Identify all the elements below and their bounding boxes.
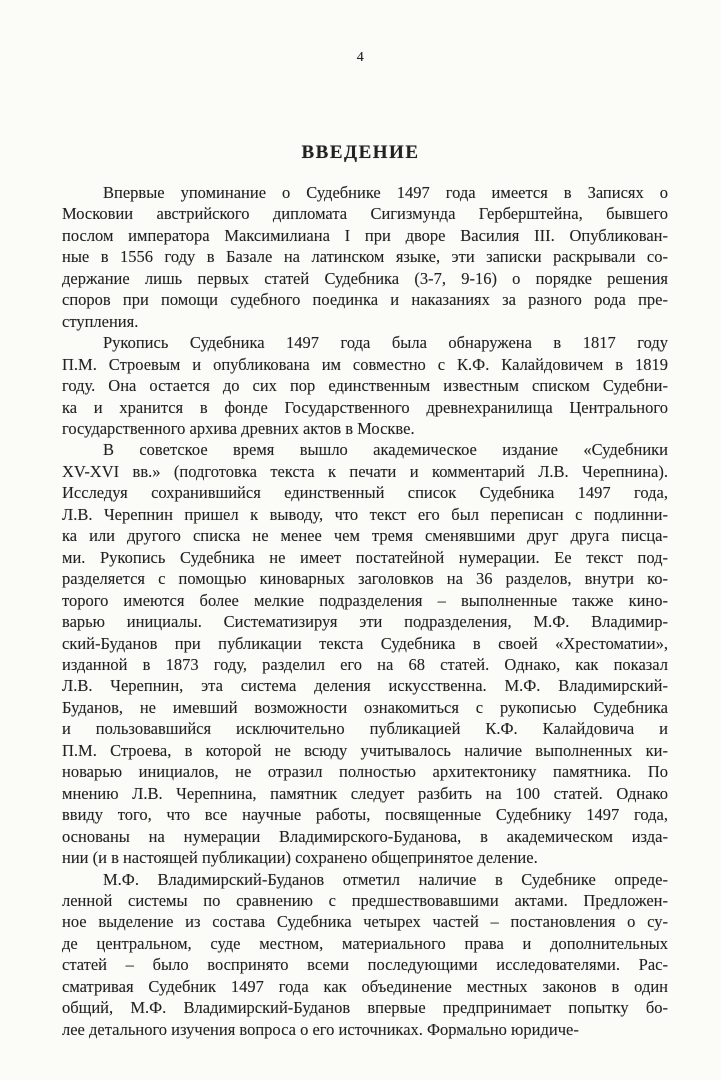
text-line: общий, М.Ф. Владимирский-Буданов впервые предпринимает попытку бо- (62, 998, 668, 1018)
text-line: варью инициалы. Систематизируя эти подразделения, М.Ф. Владимир- (62, 612, 668, 632)
text-line: споров при помощи судебного поединка и наказаниях за разного рода пре- (62, 290, 668, 310)
text-line: XV-XVI вв.» (подготовка текста к печати и комментарий Л.В. Черепнина). (62, 461, 668, 481)
text-line: ка и хранится в фонде Государственного древнехранилища Центрального (62, 397, 668, 417)
text-line: ка или другого списка не менее чем тремя сменявшими друг друга писца- (62, 526, 668, 546)
page-number: 4 (356, 50, 365, 65)
text-line: послом императора Максимилиана I при дворе Василия III. Опубликован- (62, 225, 668, 245)
text-line: Московии австрийского дипломата Сигизмунда Герберштейна, бывшего (62, 204, 668, 224)
text-line: лее детального изучения вопроса о его источниках. Формально юридиче- (62, 1019, 579, 1039)
paragraph (62, 869, 668, 1041)
paragraph (62, 439, 668, 868)
text-line: сматривая Судебник 1497 года как объединение местных законов в один (62, 976, 668, 996)
text-line: году. Она остается до сих пор единственным известным списком Судебни- (62, 376, 668, 396)
text-line: Л.В. Черепнин, эта система деления искусственна. М.Ф. Владимирский- (62, 676, 668, 696)
text-line: П.М. Строевым и опубликована им совместно с К.Ф. Калайдовичем в 1819 (62, 354, 668, 374)
text-line: П.М. Строева, в которой не всюду учитывалось наличие выполненных ки- (62, 740, 668, 760)
text-line: новарью инициалов, не отразил полностью архитектонику памятника. По (62, 762, 668, 782)
text-line: ввиду того, что все научные работы, посвященные Судебнику 1497 года, (62, 805, 668, 825)
paragraph (62, 182, 668, 332)
text-line: де центральном, суде местном, материального права и дополнительных (62, 933, 668, 953)
text-line: держание лишь первых статей Судебника (3-7, 9-16) о порядке решения (62, 268, 668, 288)
text-line: ми. Рукопись Судебника не имеет постатейной нумерации. Ее текст под- (62, 547, 668, 567)
text-line: государственного архива древних актов в Москве. (62, 418, 415, 438)
text-line: Л.В. Черепнин пришел к выводу, что текст его был переписан с подлинни- (62, 504, 668, 524)
section-heading: ВВЕДЕНИЕ (301, 142, 420, 163)
text-line: Впервые упоминание о Судебнике 1497 года имеется в Записях о (103, 183, 668, 202)
text-line: статей – было воспринято всеми последующими исследователями. Рас- (62, 955, 668, 975)
text-line: ное выделение из состава Судебника четырех частей – постановления о су- (62, 912, 668, 932)
text-line: М.Ф. Владимирский-Буданов отметил наличие в Судебнике опреде- (103, 869, 668, 889)
text-line: Рукопись Судебника 1497 года была обнаружена в 1817 году (103, 333, 668, 353)
text-line: ский-Буданов при публикации текста Судебника в своей «Хрестоматии», (62, 633, 668, 653)
text-line: изданной в 1873 году, разделил его на 68 статей. Однако, как показал (62, 654, 668, 674)
text-line: торого имеются более мелкие подразделения – выполненные также кино- (62, 590, 668, 610)
text-line: нии (и в настоящей публикации) сохранено общепринятое деление. (62, 848, 538, 868)
text-line: Исследуя сохранившийся единственный список Судебника 1497 года, (62, 483, 668, 503)
text-line: Буданов, не имевший возможности ознакомиться с рукописью Судебника (62, 697, 668, 717)
text-line: ленной системы по сравнению с предшествовавшими актами. Предложен- (62, 890, 668, 910)
text-line: основаны на нумерации Владимирского-Буданова, в академическом изда- (62, 826, 668, 846)
document-body (62, 182, 668, 1040)
text-line: В советское время вышло академическое издание «Судебники (103, 440, 668, 460)
text-line: и пользовавшийся исключительно публикацией К.Ф. Калайдовича и (62, 719, 668, 739)
text-line: ные в 1556 году в Базале на латинском языке, эти записки раскрывали со- (62, 247, 668, 267)
paragraph (62, 332, 668, 439)
text-line: мнению Л.В. Черепнина, памятник следует разбить на 100 статей. Однако (62, 783, 668, 803)
text-line: разделяется с помощью киноварных заголовков на 36 разделов, внутри ко- (62, 569, 668, 589)
text-line: ступления. (62, 311, 139, 331)
